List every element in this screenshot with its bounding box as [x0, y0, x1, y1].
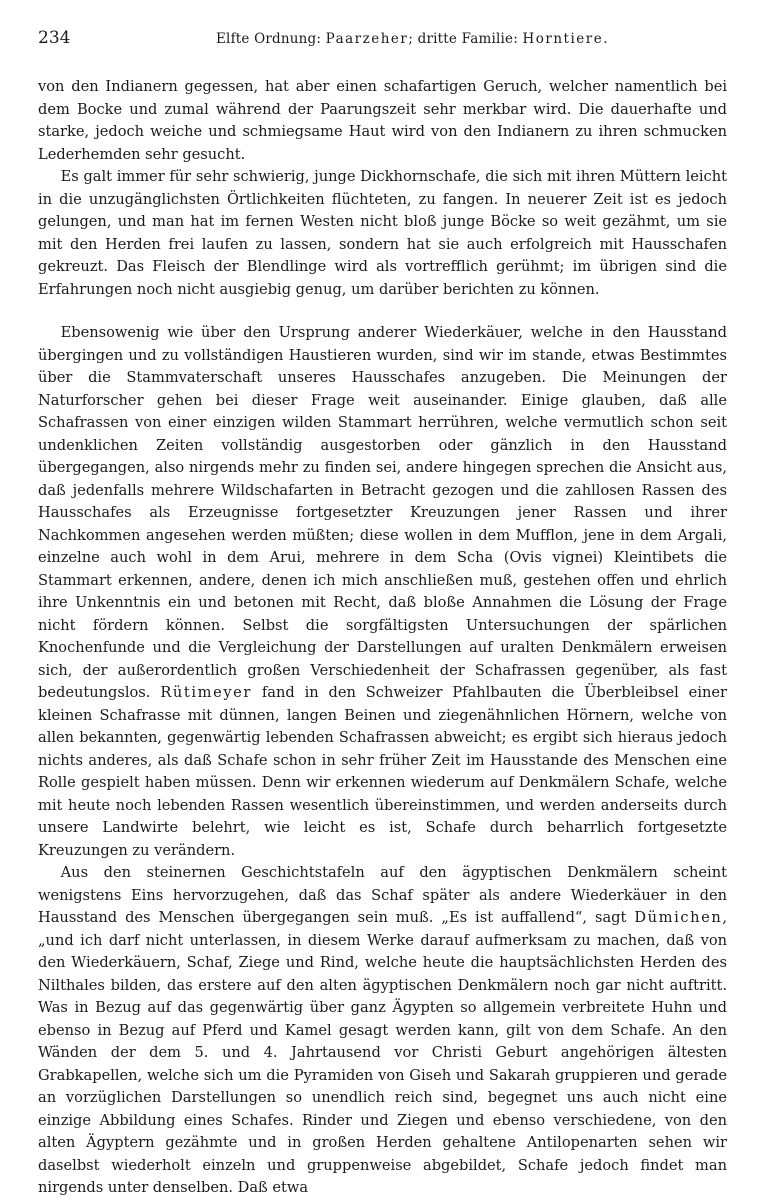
page-number: 234: [38, 28, 71, 48]
paragraph-origin-part-b: fand in den Schweizer Pfahlbauten die Überbleibsel einer kleinen Schafrasse mit dünnen, langen Beinen und ziegenähnlichen Hörnern, welche von allen bekannten, gegenwärtig lebenden Schafrassen abweicht; es ergibt sich hieraus jedoch nichts anderes, als daß Schafe schon in sehr früher Zeit im Hausstande des Menschen eine Rolle gespielt haben müssen. Denn wir erkennen wiederum auf Denkmälern Schafe, welche mit heute noch lebenden Rassen wesentlich übereinstimmen, und werden anderseits durch unsere Landwirte belehrt, wie leicht es ist, Schafe durch beharrlich fortgesetzte Kreuzungen zu verändern.: [38, 684, 728, 859]
paragraph-egypt-part-b: , „und ich darf nicht unterlassen, in diesem Werke darauf aufmerksam zu machen, daß von den Wiederkäuern, Schaf, Ziege und Rind, welche heute die hauptsächlichsten Herden des Nilthales bilden, das erstere auf den alten ägyptischen Denkmälern noch gar nicht auftritt. Was in Bezug auf das gegenwärtig über ganz Ägypten so allgemein verbreitete Huhn und ebenso in Bezug auf Pferd und Kamel gesagt werden kann, gilt von dem Schafe. An den Wänden der dem 5. und 4. Jahrtausend vor Christi Geburt angehörigen ältesten Grabkapellen, welche sich um die Pyramiden von Giseh und Sakarah gruppieren und gerade an vorzüglichen Darstellungen so unendlich reich sind, begegnet uns auch nicht eine einzige Abbildung eines Schafes. Rinder und Ziegen und ebenso verschiedene, von den alten Ägyptern gezähmte und in großen Herden gehaltene Antilopenarten sehen wir daselbst wiederholt einzeln und gruppenweise abgebildet, Schafe jedoch findet man nirgends unter denselben. Daß etwa: [38, 909, 727, 1196]
running-head-order: Elfte Ordnung:: [216, 31, 326, 47]
paragraph-origin-part-a: Ebensowenig wie über den Ursprung anderer Wiederkäuer, welche in den Hausstand übergingen und zu vollständigen Haustieren wurden, sind wir im stande, etwas Bestimmtes über die Stammvaterschaft unseres Hausschafes anzugeben. Die Meinungen der Naturforscher gehen bei dieser Frage weit auseinander. Einige glauben, daß alle Schafrassen von einer einzigen wilden Stammart herrühren, welche vermutlich schon seit undenklichen Zeiten vollständig ausgestorben oder gänzlich in den Hausstand übergegangen, also nirgends mehr zu finden sei, andere hingegen sprechen die Ansicht aus, daß jedenfalls mehrere Wildschafarten in Betracht gezogen und die zahllosen Rassen des Hausschafes als Erzeugnisse fortgesetzter Kreuzungen jener Rassen und ihrer Nachkommen angesehen werden müßten; diese wollen in dem Mufflon, jene in dem Argali, einzelne auch wohl in dem Arui, mehrere in dem Scha (Ovis vignei) Kleintibets die Stammart erkennen, andere, denen ich mich anschließen muß, gestehen offen und ehrlich ihre Unkenntnis ein und betonen mit Recht, daß bloße Annahmen die Lösung der Frage nicht fördern können. Selbst die sorgfältigsten Untersuchungen der spärlichen Knochenfunde und die Vergleichung der Darstellungen auf uralten Denkmälern erweisen sich, der außerordentlich großen Verschiedenheit der Schafrassen gegenüber, als fast bedeutungslos.: [38, 324, 727, 701]
body-text: [38, 76, 727, 1200]
running-head-family: Horntiere.: [522, 31, 609, 47]
paragraph-dickhornschafe: Es galt immer für sehr schwierig, junge Dickhornschafe, die sich mit ihren Müttern leicht in die unzugänglichsten Örtlichkeiten flüchteten, zu fangen. In neuerer Zeit ist es jedoch gelungen, und man hat im fernen Westen nicht bloß junge Böcke so weit gezähmt, um sie mit den Herden frei laufen zu lassen, sondern hat sie auch erfolgreich mit Hausschafen gekreuzt. Das Fleisch der Blendlinge wird als vortrefflich gerühmt; im übrigen sind die Erfahrungen noch nicht ausgiebig genug, um darüber berichten zu können.: [38, 168, 727, 298]
author-name-ruetimeyer: Rütimeyer: [160, 684, 252, 701]
paragraph-continued: von den Indianern gegessen, hat aber einen schafartigen Geruch, welcher namentlich bei dem Bocke und zumal während der Paarungszeit sehr merkbar wird. Die dauerhafte und starke, jedoch weiche und schmiegsame Haut wird von den Indianern zu ihren schmucken Lederhemden sehr gesucht.: [38, 78, 727, 163]
paragraph-egypt: [38, 862, 727, 1200]
section-gap: [38, 301, 727, 322]
running-head-suborder: Paarzeher: [325, 31, 409, 47]
running-head: [98, 31, 727, 47]
author-name-duemichen: Dümichen: [634, 909, 723, 926]
paragraph-origin: [38, 322, 727, 862]
running-head-family-label: ; dritte Familie:: [408, 31, 523, 47]
paragraph-egypt-part-a: Aus den steinernen Geschichtstafeln auf den ägyptischen Denkmälern scheint wenigstens Eins hervorzugehen, daß das Schaf später als andere Wiederkäuer in den Hausstand des Menschen übergegangen sein muß. „Es ist auffallend“, sagt: [38, 864, 727, 926]
page-header: [38, 28, 727, 58]
